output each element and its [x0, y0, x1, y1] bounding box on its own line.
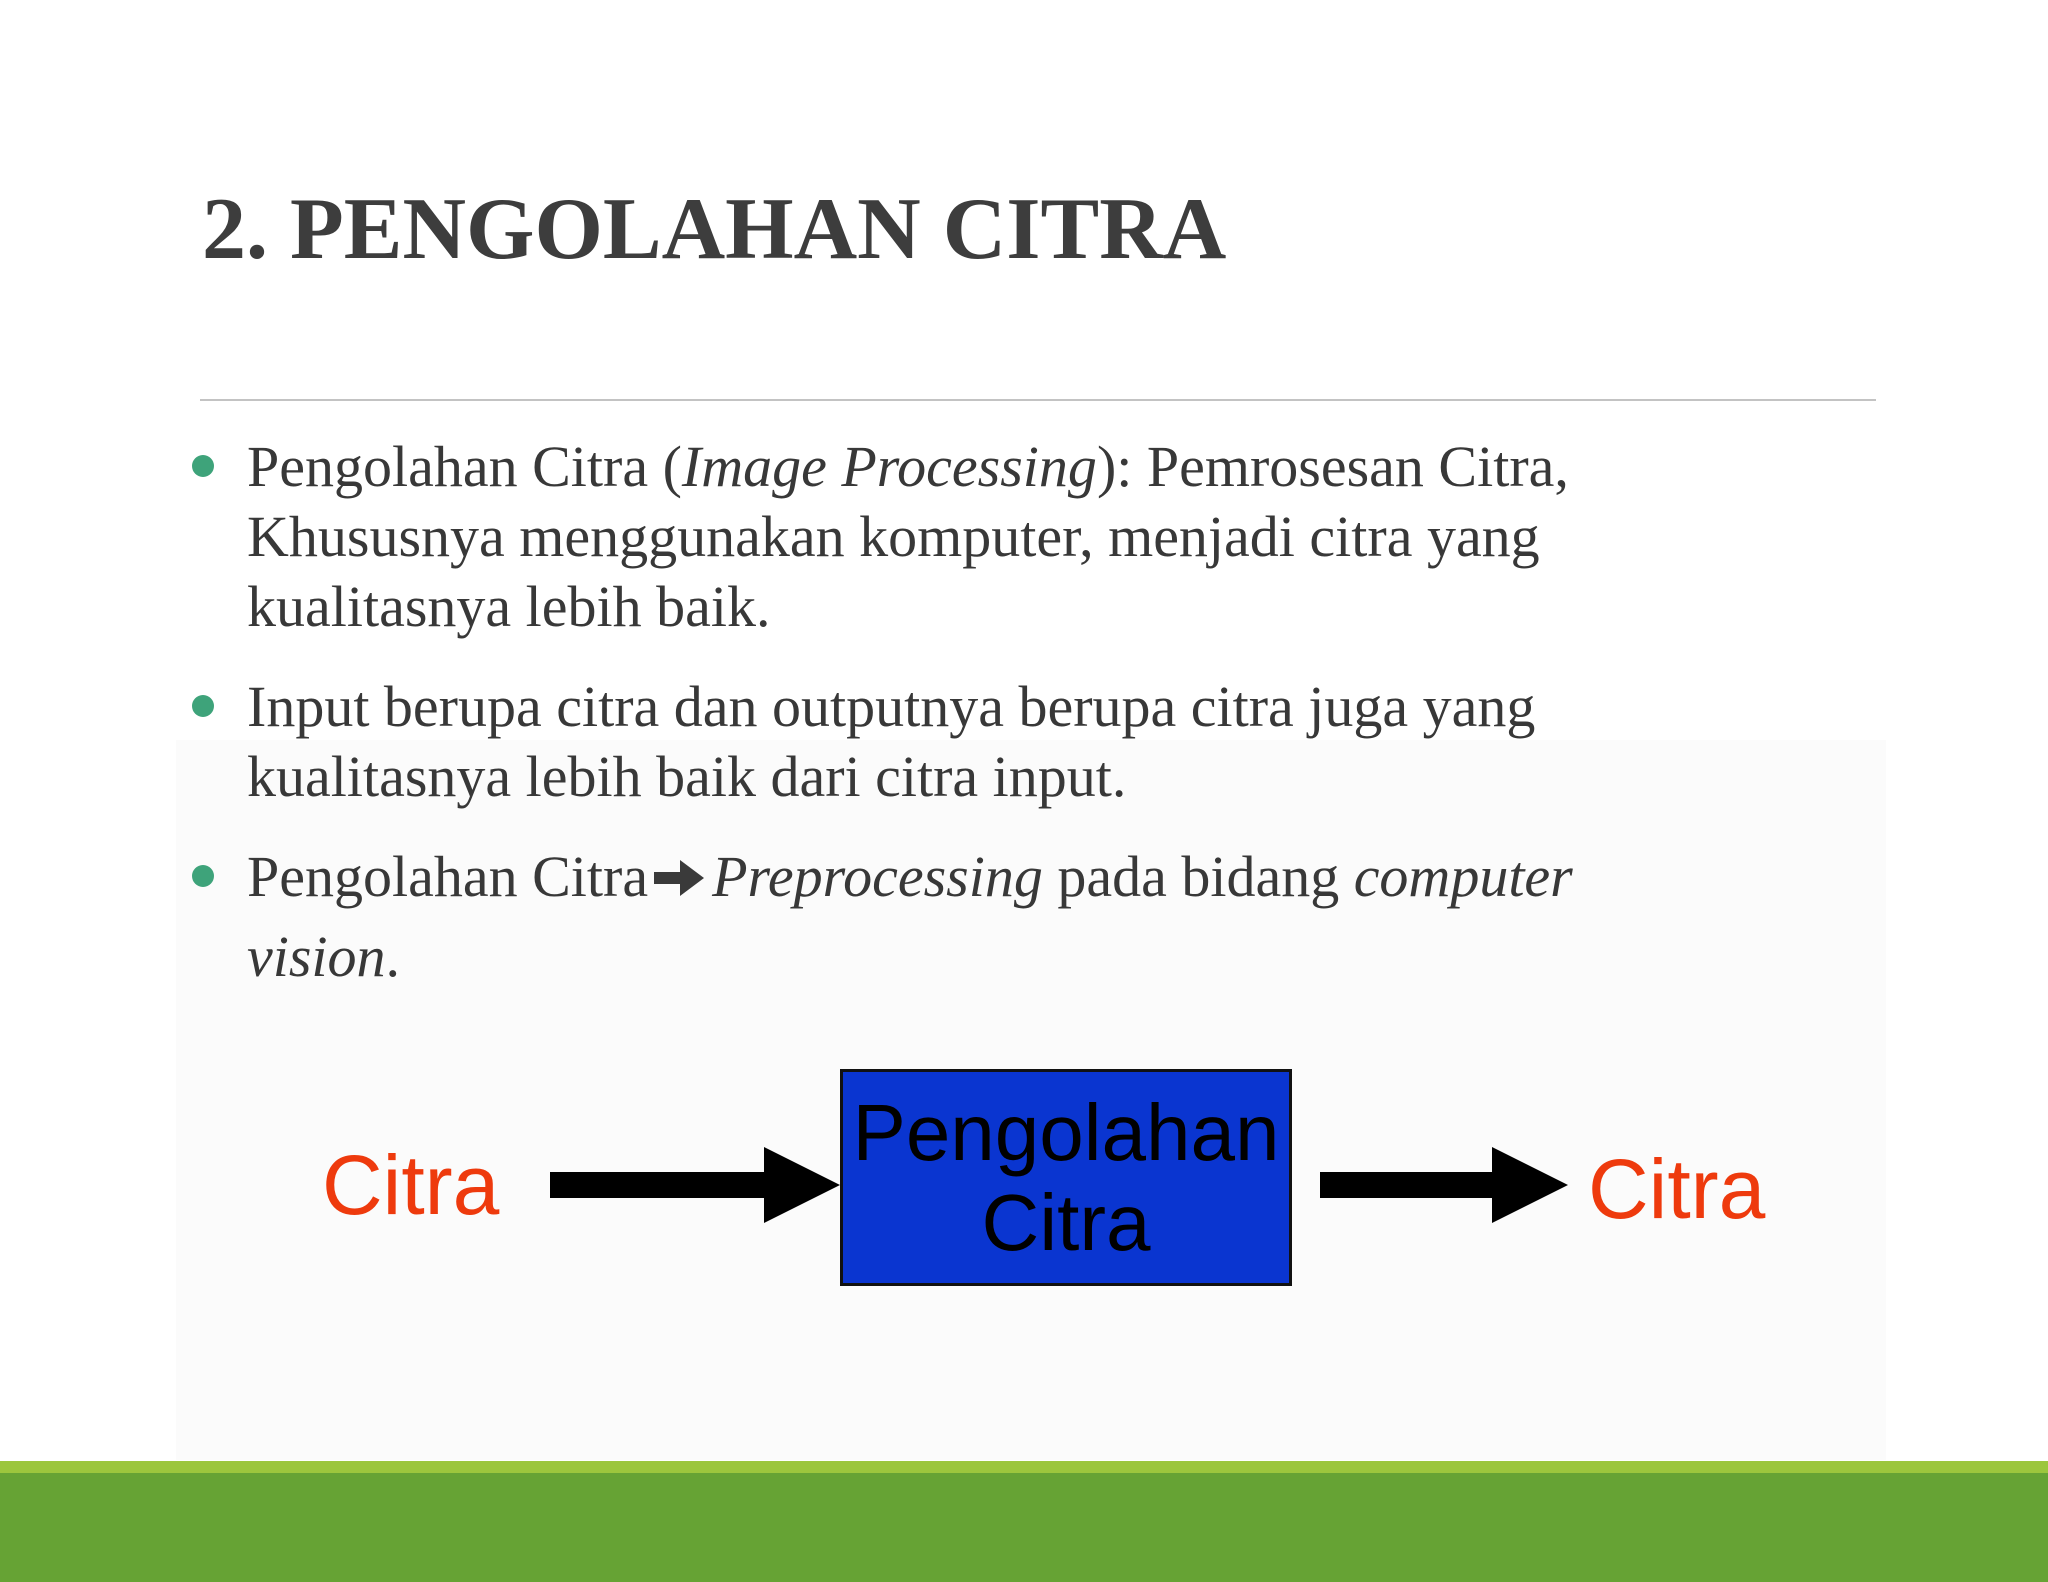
bullet-3-italic-term-2: computer — [1353, 844, 1573, 909]
slide-title: 2. PENGOLAHAN CITRA — [202, 181, 1227, 278]
bullet-3-italic-term-3: vision — [247, 923, 386, 989]
input-citra-label: Citra — [322, 1138, 500, 1232]
bullet-3-text-a: Pengolahan Citra — [247, 844, 649, 909]
bullet-item-1 — [192, 432, 1892, 642]
bullet-1-text-b: ): Pemrosesan Citra, — [1096, 434, 1569, 499]
footer-band-light — [0, 1461, 2048, 1473]
bullet-list — [192, 432, 1892, 1022]
bullet-3-italic-term: Preprocessing — [712, 844, 1043, 909]
bullet-3-text-b: pada bidang — [1042, 844, 1354, 909]
bullet-item-3 — [192, 842, 1892, 992]
bullet-1-italic-term: Image Processing — [681, 434, 1097, 499]
bullet-dot-icon — [192, 865, 214, 887]
bullet-3-period: . — [385, 923, 401, 989]
bullet-2-line-2: kualitasnya lebih baik dari citra input. — [247, 744, 1127, 809]
bullet-2-line-1: Input berupa citra dan outputnya berupa citra juga yang — [247, 674, 1536, 739]
bullet-1-line-1 — [247, 432, 1892, 502]
process-label-line-1: Pengolahan — [852, 1087, 1280, 1177]
output-citra-label: Citra — [1588, 1142, 1766, 1236]
bullet-1-line-2: Khususnya menggunakan komputer, menjadi citra yang — [247, 504, 1540, 569]
title-divider — [200, 399, 1876, 401]
bullet-dot-icon — [192, 695, 214, 717]
bullet-3-line-1 — [247, 842, 1892, 922]
bullet-dot-icon — [192, 455, 214, 477]
bullet-3-line-2 — [247, 922, 1892, 992]
double-right-arrow-icon — [654, 844, 706, 914]
process-label-line-2: Citra — [981, 1177, 1151, 1267]
bullet-item-2 — [192, 672, 1892, 812]
footer-band-dark — [0, 1473, 2048, 1582]
bullet-1-line-3: kualitasnya lebih baik. — [247, 574, 771, 639]
bullet-1-text-a: Pengolahan Citra ( — [247, 434, 682, 499]
